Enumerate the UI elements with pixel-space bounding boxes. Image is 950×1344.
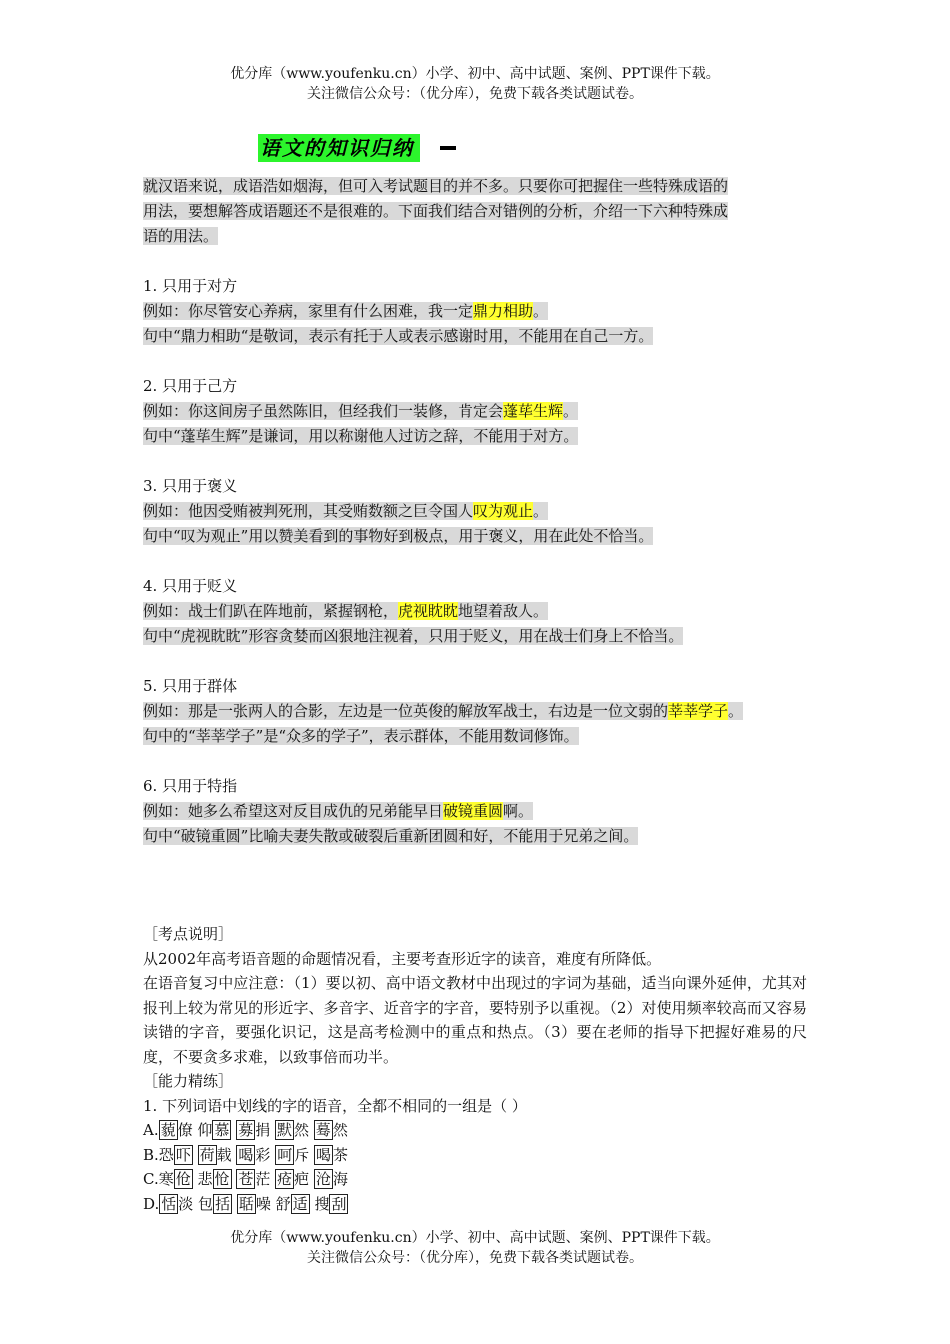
- option-text: 悲: [192, 1170, 213, 1188]
- section-4: [143, 574, 811, 649]
- footer-line-2: 关注微信公众号：（优分库），免费下载各类试题试卷。: [307, 1250, 643, 1266]
- section-heading: 1. 只用于对方: [143, 277, 238, 295]
- footer-line-1: 优分库（www.youfenku.cn）小学、初中、高中试题、案例、PPT课件下载。: [230, 1230, 720, 1246]
- intro-line-3: 语的用法。: [143, 227, 219, 245]
- marked-character: 喝: [238, 1145, 254, 1164]
- idiom-highlight: 莘莘学子: [668, 702, 729, 720]
- option-text: 噪 舒: [255, 1194, 291, 1213]
- kaodian-label: ［考点说明］: [143, 925, 234, 943]
- section-3: [143, 474, 811, 549]
- example-tail: 。: [563, 402, 579, 420]
- section-heading: 2. 只用于己方: [143, 377, 238, 395]
- section-heading: 4. 只用于贬义: [143, 577, 238, 595]
- example-tail: 地望着敌人。: [458, 602, 549, 620]
- section-2: [143, 374, 811, 449]
- explanation: 句中“虎视眈眈”形容贪婪而凶狠地注视着，只用于贬义，用在战士们身上不恰当。: [143, 627, 684, 645]
- option-text: 僚 仰: [177, 1121, 213, 1139]
- nengli-label: ［能力精练］: [143, 1072, 234, 1090]
- page-header: [0, 64, 950, 104]
- marked-character: 括: [215, 1194, 231, 1213]
- example-tail: 啊。: [503, 802, 534, 820]
- option-text: 疤: [294, 1170, 314, 1188]
- option-text: 搜: [309, 1194, 330, 1213]
- example-text: 例如：她多么希望这对反目成仇的兄弟能早日: [143, 802, 444, 820]
- option-text: 寒: [158, 1170, 174, 1188]
- example-text: 例如：那是一张两人的合影，左边是一位英俊的解放军战士，右边是一位文弱的: [143, 702, 669, 720]
- sections-list: [143, 274, 811, 849]
- section-6: [143, 774, 811, 849]
- explanation: 句中“蓬荜生辉”是谦词，用以称谢他人过访之辞，不能用于对方。: [143, 427, 579, 445]
- option-text: 斥: [294, 1145, 314, 1164]
- intro-line-1: 就汉语来说，成语浩如烟海，但可入考试题目的并不多。只要你可把握住一些特殊成语的: [143, 177, 729, 195]
- idiom-highlight: 叹为观止: [473, 502, 534, 520]
- marked-character: 蓦: [315, 1121, 331, 1139]
- marked-character: 沧: [315, 1170, 331, 1188]
- marked-character: 聒: [238, 1194, 254, 1213]
- option-text: [193, 1146, 198, 1164]
- marked-character: 恬: [161, 1194, 177, 1213]
- option-a: A. 藐 僚 仰 慕 募 捐 默 然 蓦 然: [143, 1121, 348, 1139]
- idiom-highlight: 鼎力相助: [473, 302, 534, 320]
- example-text: 例如：你这间房子虽然陈旧，但经我们一装修，肯定会: [143, 402, 504, 420]
- idiom-highlight: 破镜重圆: [443, 802, 504, 820]
- option-c: C.寒 伧 悲 怆 苍 茫 疮 疤 沧 海: [143, 1170, 348, 1188]
- intro-line-2: 用法，要想解答成语题还不是很难的。下面我们结合对错例的分析，介绍一下六种特殊成: [143, 202, 729, 220]
- example-tail: 。: [728, 702, 744, 720]
- example-tail: 。: [533, 302, 549, 320]
- exam-section: [143, 922, 807, 1216]
- marked-character: 喝: [316, 1145, 332, 1164]
- section-1: [143, 274, 811, 349]
- title-dash: [440, 146, 456, 150]
- header-line-1: 优分库（www.youfenku.cn）小学、初中、高中试题、案例、PPT课件下载。: [230, 66, 720, 82]
- marked-character: 藐: [160, 1121, 176, 1139]
- kaodian-paragraph: 在语音复习中应注意：（1）要以初、高中语文教材中出现过的字词为基础，适当向课外延伸，尤其对报刊上较为常见的形近字、多音字、近音字的字音，要特别予以重视。（2）对使用频率较高而又容易读错的字音，要强化识记，这是高考检测中的重点和热点。（3）要在老师的指导下把握好难易的尺度，不要贪多求难，以致事倍而功半。: [143, 974, 807, 1066]
- idiom-highlight: 蓬荜生辉: [503, 402, 564, 420]
- page-footer: [0, 1228, 950, 1268]
- explanation: 句中“破镜重圆”比喻夫妻失散或破裂后重新团圆和好，不能用于兄弟之间。: [143, 827, 639, 845]
- marked-character: 呵: [277, 1145, 293, 1164]
- example-text: 例如：战士们趴在阵地前，紧握钢枪，: [143, 602, 399, 620]
- question-1: 1. 下列词语中划线的字的语音，全都不相同的一组是（ ）: [143, 1096, 527, 1115]
- marked-character: 疮: [277, 1170, 293, 1188]
- explanation: 句中“叹为观止”用以赞美看到的事物好到极点，用于褒义，用在此处不恰当。: [143, 527, 654, 545]
- marked-character: 默: [277, 1121, 293, 1139]
- example-text: 例如：你尽管安心养病，家里有什么困难，我一定: [143, 302, 474, 320]
- marked-character: 适: [292, 1194, 308, 1213]
- option-b: B.恐 吓 荷 载 喝 彩 呵 斥 喝 茶: [143, 1145, 349, 1164]
- marked-character: 伧: [175, 1170, 191, 1188]
- option-text: 恐: [158, 1145, 174, 1164]
- marked-character: 吓: [175, 1145, 191, 1164]
- section-heading: 3. 只用于褒义: [143, 477, 238, 495]
- section-5: [143, 674, 811, 749]
- explanation: 句中的“莘莘学子”是“众多的学子”，表示群体，不能用数词修饰。: [143, 727, 579, 745]
- explanation: 句中“鼎力相助“是敬词，表示有托于人或表示感谢时用，不能用在自己一方。: [143, 327, 654, 345]
- option-words: [159, 1120, 348, 1140]
- header-line-2: 关注微信公众号：（优分库），免费下载各类试题试卷。: [307, 86, 643, 102]
- option-text: 海: [332, 1170, 348, 1188]
- example-text: 例如：他因受贿被判死刑，其受贿数额之巨令国人: [143, 502, 474, 520]
- option-words: [159, 1169, 348, 1189]
- option-d: D. 恬 淡 包 括 聒 噪 舒 适 搜 刮: [143, 1194, 347, 1213]
- section-heading: 6. 只用于特指: [143, 777, 238, 795]
- kaodian-line: 从2002年高考语音题的命题情况看，主要考查形近字的读音，难度有所降低。: [143, 949, 662, 968]
- option-text: 捐: [255, 1121, 275, 1139]
- option-text: 茶: [333, 1145, 349, 1164]
- marked-character: 苍: [238, 1170, 254, 1188]
- example-tail: 。: [533, 502, 549, 520]
- option-words: [159, 1194, 348, 1214]
- document-title: 语文的知识归纳: [258, 134, 420, 162]
- option-text: 然: [332, 1121, 348, 1139]
- intro-paragraph: [143, 174, 811, 249]
- option-text: 载: [216, 1145, 237, 1164]
- marked-character: 慕: [214, 1121, 230, 1139]
- option-text: 然: [294, 1121, 314, 1139]
- option-text: 茫: [255, 1170, 276, 1188]
- marked-character: 怆: [214, 1170, 230, 1188]
- marked-character: 荷: [199, 1145, 215, 1164]
- section-heading: 5. 只用于群体: [143, 677, 238, 695]
- idiom-highlight: 虎视眈眈: [398, 602, 459, 620]
- marked-character: 募: [238, 1121, 254, 1139]
- option-words: [159, 1145, 348, 1165]
- option-text: 淡 包: [178, 1194, 214, 1213]
- option-text: 彩: [255, 1145, 276, 1164]
- marked-character: 刮: [331, 1194, 347, 1213]
